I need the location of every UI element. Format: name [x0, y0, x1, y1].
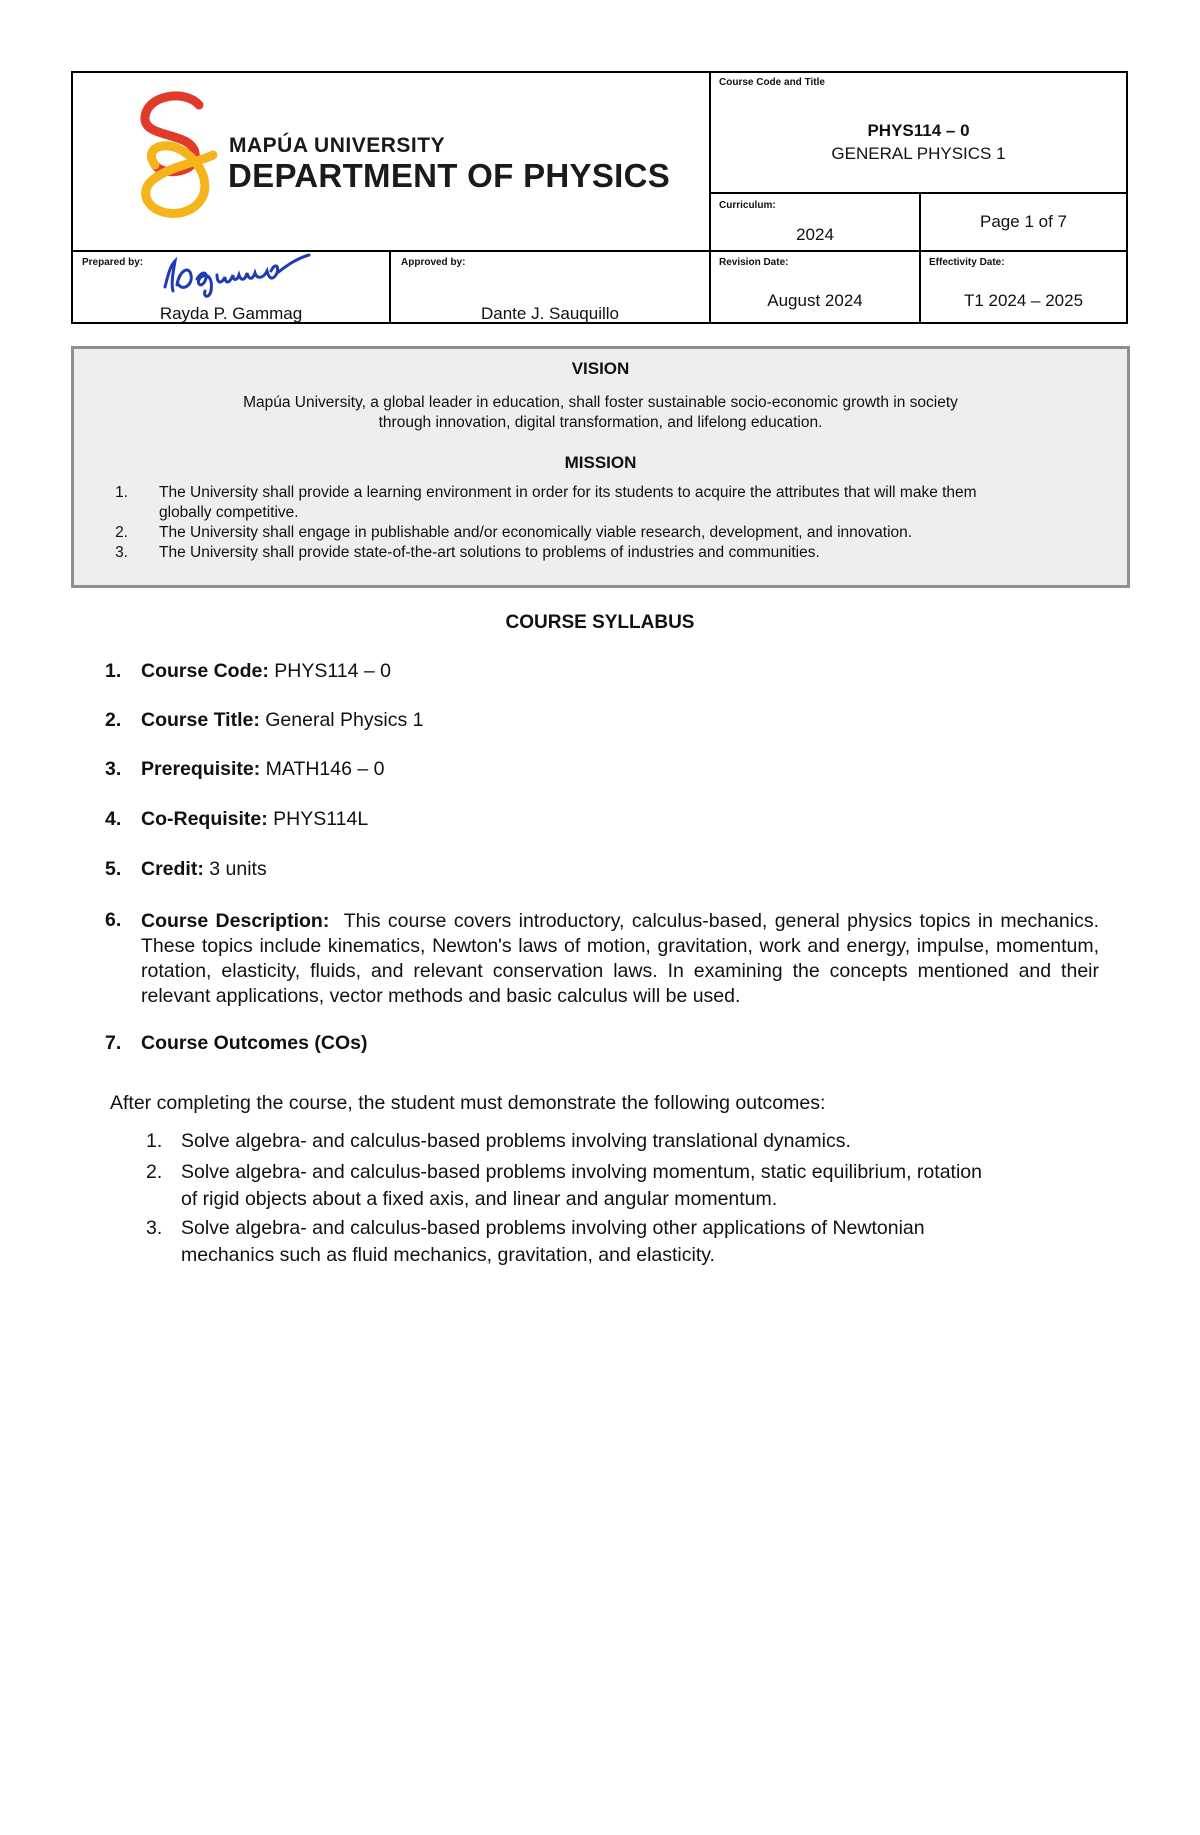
curriculum-year: 2024: [796, 225, 834, 244]
vision-mission-box: [71, 346, 1130, 588]
document-header-table: [71, 71, 1128, 324]
mission-item-number: 2.: [115, 524, 128, 541]
department-name: DEPARTMENT OF PHYSICS: [228, 157, 671, 194]
mission-item-text: The University shall provide a learning environment in order for its students to acquire the attributes that will make them: [159, 484, 977, 501]
effectivity-date: T1 2024 – 2025: [963, 291, 1084, 310]
mission-item-number: 3.: [115, 544, 128, 561]
revision-date: August 2024: [767, 291, 863, 310]
page-number: Page 1 of 7: [980, 212, 1067, 231]
mission-item-text-cont: globally competitive.: [159, 504, 299, 521]
table-border: [71, 71, 73, 324]
vision-title: VISION: [571, 359, 630, 378]
prepared-by-label: Prepared by:: [82, 257, 144, 268]
item-number: 5.: [105, 858, 122, 880]
vision-text-line-2: through innovation, digital transformation, and lifelong education.: [378, 414, 823, 431]
item-label: Course Description:: [141, 910, 330, 932]
item-label: Course Code:: [141, 660, 269, 682]
university-name: MAPÚA UNIVERSITY: [229, 134, 446, 157]
vision-text-line-1: Mapúa University, a global leader in education, shall foster sustainable socio-economic growth in society: [243, 394, 958, 411]
outcomes-intro: After completing the course, the student must demonstrate the following outcomes:: [110, 1092, 826, 1114]
course-code-label: Course Code and Title: [719, 77, 825, 88]
approved-by-label: Approved by:: [401, 257, 466, 268]
item-value: General Physics 1: [265, 709, 424, 731]
prepared-by-name: Rayda P. Gammag: [159, 304, 303, 323]
revision-date-label: Revision Date:: [719, 257, 789, 268]
outcome-text: Solve algebra- and calculus-based problems involving momentum, static equilibrium, rotation: [181, 1161, 982, 1183]
item-number: 7.: [105, 1032, 122, 1054]
course-code: PHYS114 – 0: [867, 121, 970, 140]
item-number: 6.: [105, 909, 122, 931]
mission-title: MISSION: [564, 453, 637, 472]
item-value: PHYS114 – 0: [274, 660, 391, 682]
university-logo-icon: [133, 91, 223, 219]
item-number: 4.: [105, 808, 122, 830]
outcome-text-cont: of rigid objects about a fixed axis, and linear and angular momentum.: [181, 1188, 778, 1210]
item-label: Prerequisite:: [141, 758, 261, 780]
table-divider: [709, 71, 711, 324]
item-number: 2.: [105, 709, 122, 731]
item-label: Course Title:: [141, 709, 260, 731]
signature-icon: [159, 251, 319, 299]
outcome-number: 2.: [146, 1161, 163, 1183]
table-border: [71, 71, 1128, 73]
effectivity-date-label: Effectivity Date:: [929, 257, 1005, 268]
item-value: 3 units: [209, 858, 267, 880]
approved-by-name: Dante J. Sauquillo: [481, 304, 619, 323]
outcome-text: Solve algebra- and calculus-based problems involving other applications of Newtonian: [181, 1217, 925, 1239]
course-description: [141, 909, 1099, 1009]
item-label: Credit:: [141, 858, 204, 880]
item-label: Co-Requisite:: [141, 808, 268, 830]
outcome-text-cont: mechanics such as fluid mechanics, gravitation, and elasticity.: [181, 1244, 715, 1266]
item-label: Course Outcomes (COs): [141, 1032, 368, 1054]
course-title: GENERAL PHYSICS 1: [831, 144, 1006, 163]
mission-item-text: The University shall provide state-of-the-art solutions to problems of industries and communities.: [159, 544, 820, 561]
item-number: 1.: [105, 660, 122, 682]
mission-item-text: The University shall engage in publishable and/or economically viable research, development, and innovation.: [159, 524, 913, 541]
outcome-number: 1.: [146, 1130, 163, 1152]
curriculum-label: Curriculum:: [719, 200, 776, 211]
mission-item-number: 1.: [115, 484, 128, 501]
syllabus-title: COURSE SYLLABUS: [505, 612, 695, 633]
outcome-number: 3.: [146, 1217, 163, 1239]
item-value: This course covers introductory, calculus-based, general physics topics in mechanics. These topics include kinematics, Newton's laws of motion, gravitation, work and energy, impulse, momentum, rotation, elasticity, fluids, and relevant conservation laws. In examining the concepts mentioned and their relevant applications, vector methods and basic calculus will be used.: [141, 910, 1100, 1007]
item-value: PHYS114L: [273, 808, 369, 830]
outcome-text: Solve algebra- and calculus-based problems involving translational dynamics.: [181, 1130, 851, 1152]
table-border: [1126, 71, 1128, 324]
item-number: 3.: [105, 758, 122, 780]
item-value: MATH146 – 0: [265, 758, 385, 780]
